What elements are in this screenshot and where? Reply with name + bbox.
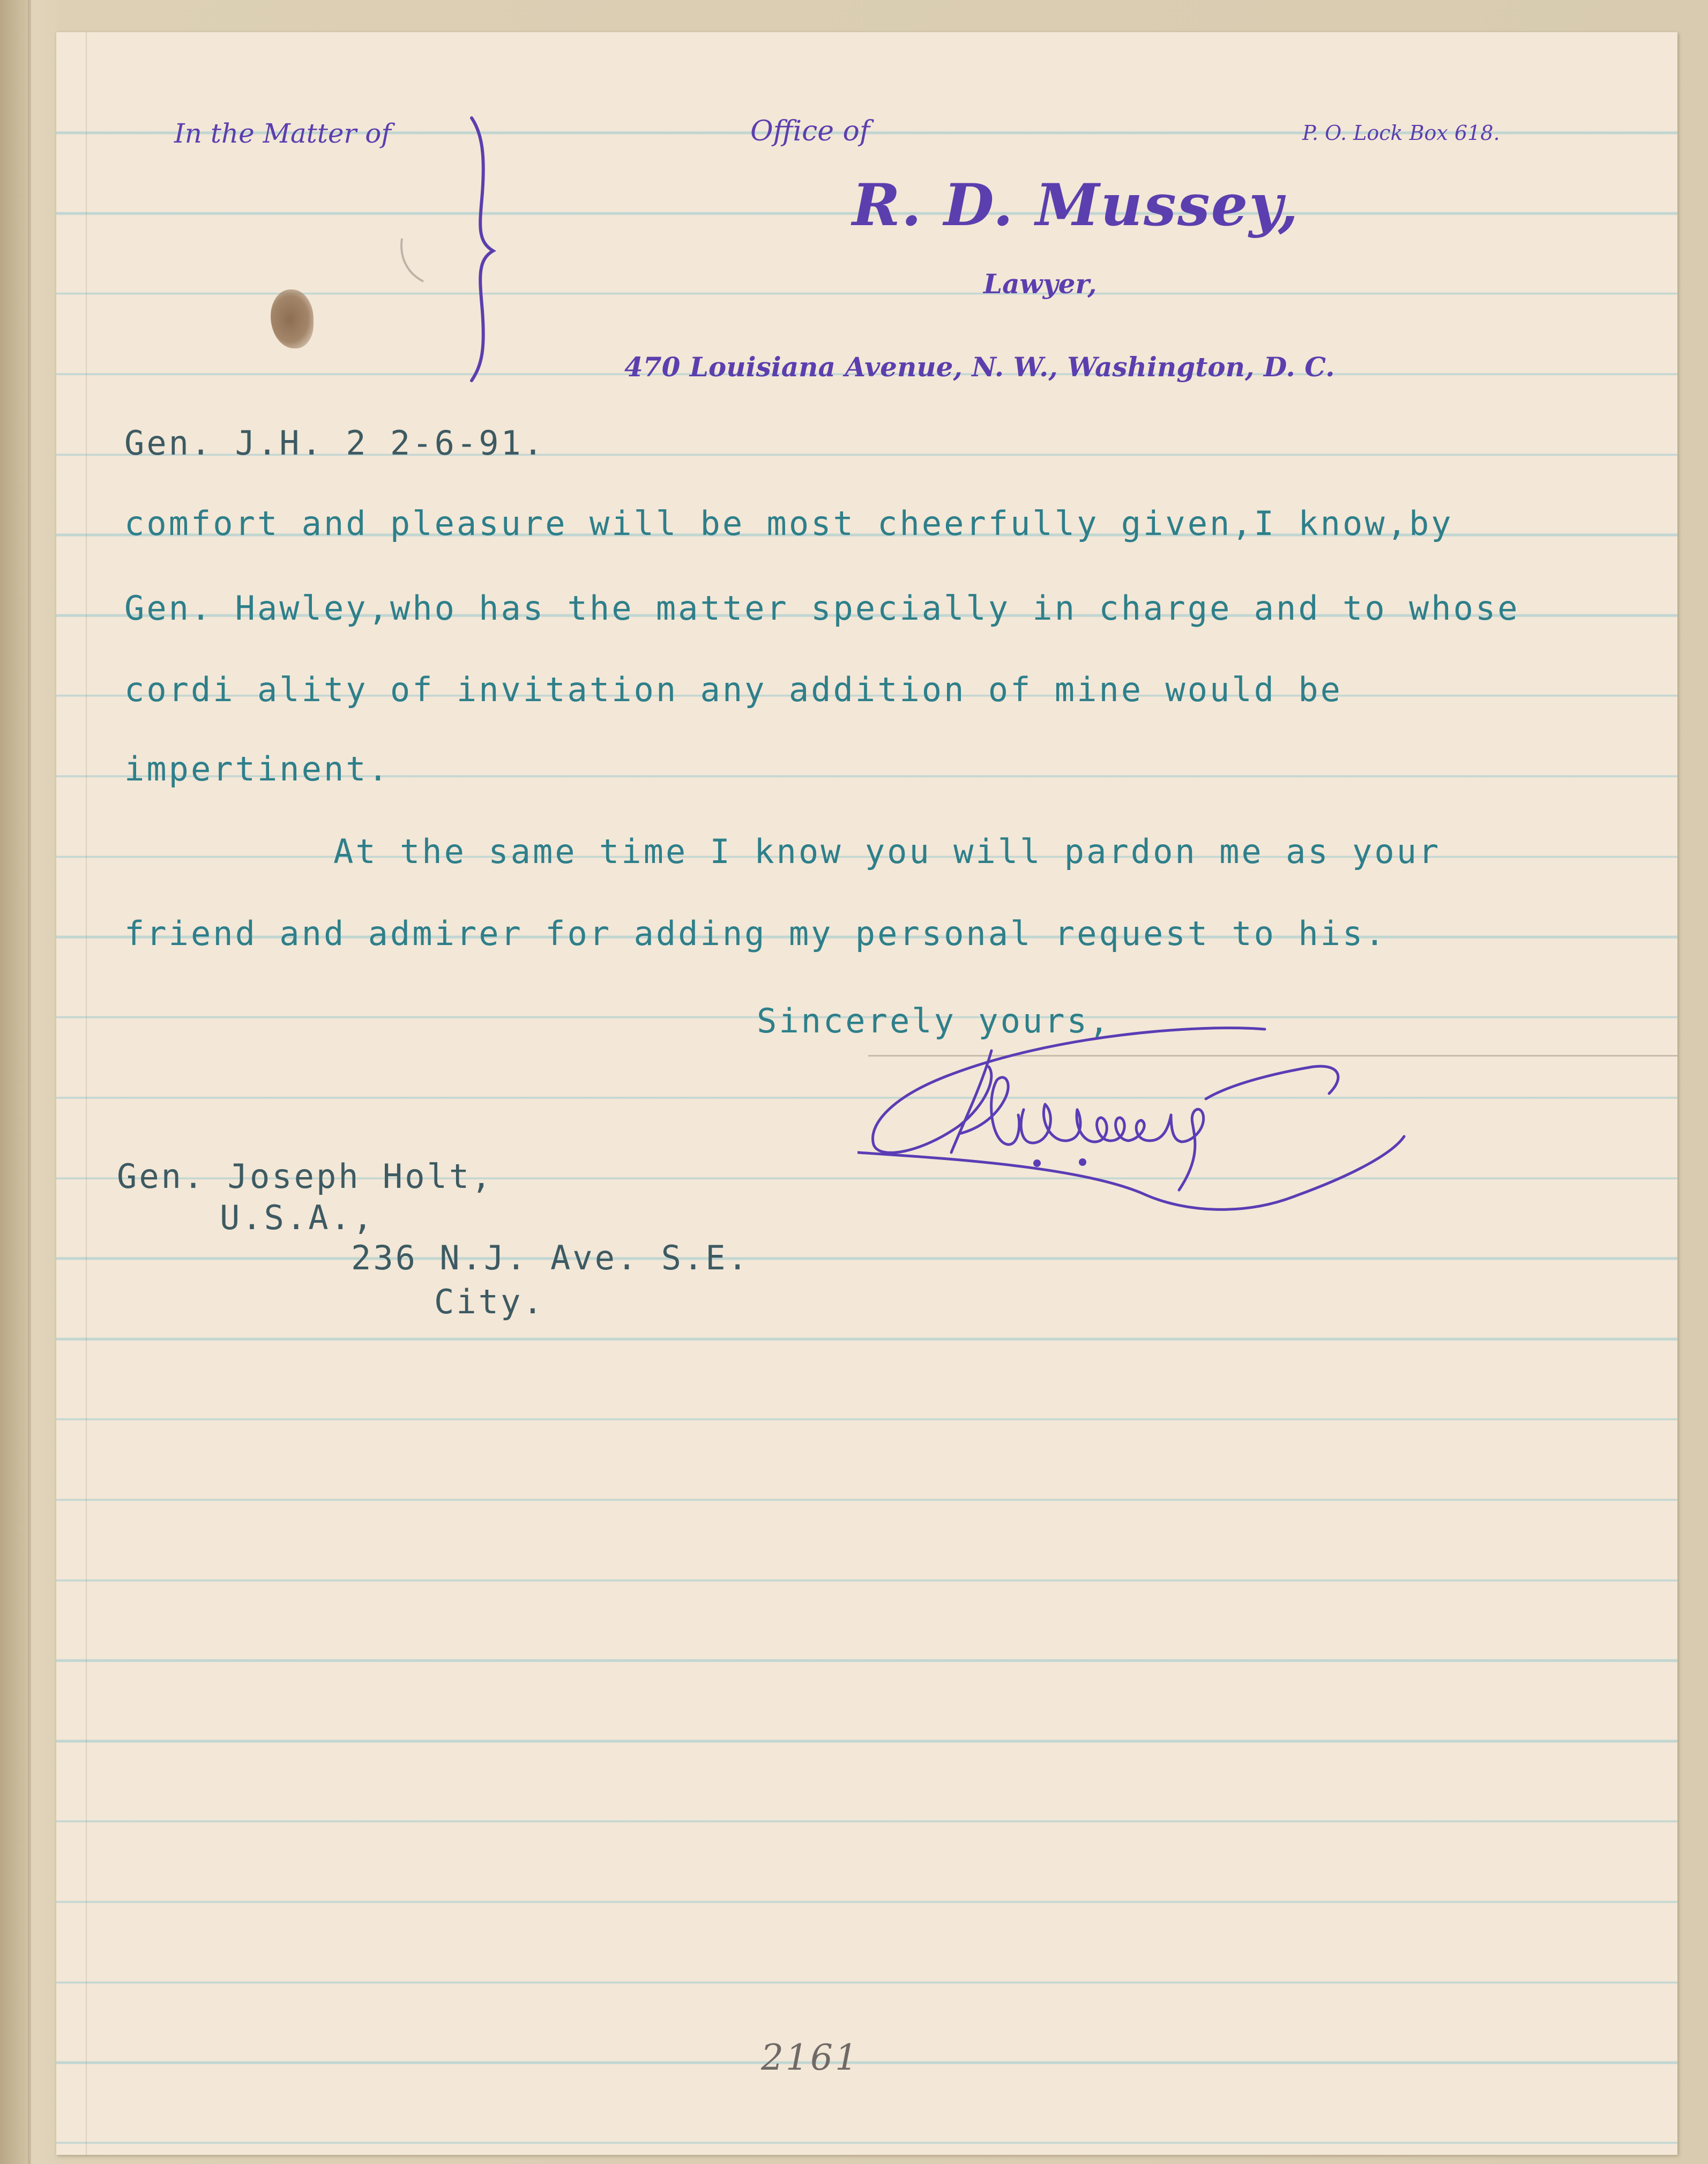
letterhead-po-box: P. O. Lock Box 618. — [1302, 121, 1500, 145]
letter-closing: Sincerely yours, — [757, 1001, 1112, 1040]
letterhead-brace — [461, 113, 509, 386]
letter-body-line: comfort and pleasure will be most cheerfully given,I know,by — [124, 504, 1453, 543]
album-edge — [0, 0, 29, 2164]
addressee-street: 236 N.J. Ave. S.E. — [351, 1238, 750, 1277]
letter-body-line: friend and admirer for adding my personal request to his. — [124, 914, 1387, 953]
addressee-name: Gen. Joseph Holt, — [117, 1157, 494, 1196]
letter-body-line: Gen. Hawley,who has the matter specially in charge and to whose — [124, 589, 1520, 628]
letter-body-line: At the same time I know you will pardon me as your — [333, 832, 1441, 871]
pencil-mark — [397, 236, 429, 284]
addressee-city: City. — [434, 1282, 545, 1321]
handwritten-signature — [857, 1018, 1490, 1276]
addressee-rank: U.S.A., — [220, 1198, 375, 1237]
letterhead-office-label: Office of — [750, 115, 870, 147]
letter-reference: Gen. J.H. 2 2-6-91. — [124, 423, 546, 463]
album-rule — [28, 0, 31, 2164]
letterhead-name: R. D. Mussey, — [852, 172, 1300, 239]
sheet-fold — [86, 32, 87, 2155]
letter-body-line: cordi ality of invitation any addition of mine would be — [124, 670, 1342, 709]
letterhead-title: Lawyer, — [983, 268, 1097, 300]
letter-body-line: impertinent. — [124, 749, 390, 789]
letterhead-address: 470 Louisiana Avenue, N. W., Washington, D. C. — [624, 351, 1335, 383]
archive-number: 2161 — [761, 2037, 860, 2078]
letterhead-matter-label: In the Matter of — [174, 118, 391, 149]
